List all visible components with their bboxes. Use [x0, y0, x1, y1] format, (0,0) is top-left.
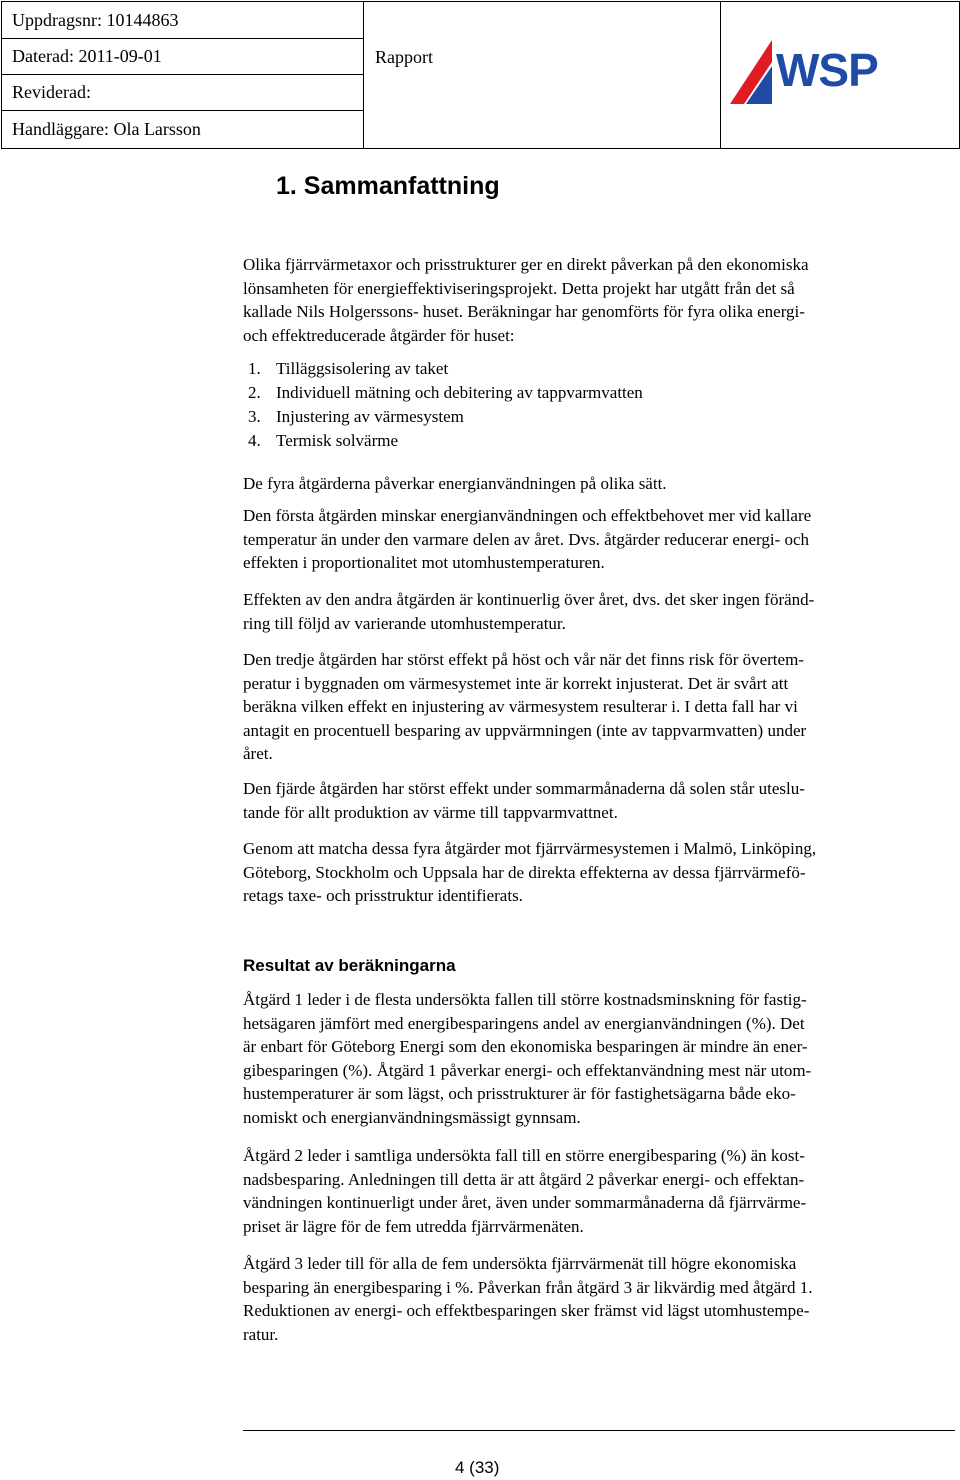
- paragraph: [243, 504, 955, 575]
- report-header: [1, 1, 960, 149]
- list-label: Tilläggsisolering av taket: [276, 359, 449, 378]
- assignment-number: Uppdragsnr: 10144863: [12, 10, 179, 30]
- text-line: Åtgärd 2 leder i samtliga undersökta fall till en större energibesparing (%) än kost-: [243, 1146, 805, 1165]
- intro-paragraph: [243, 253, 955, 347]
- text-line: gibesparingen (%). Åtgärd 1 påverkar energi- och effektanvändning mest när utom-: [243, 1060, 812, 1080]
- header-row-divider: [2, 74, 363, 75]
- list-number: 4.: [248, 431, 261, 450]
- document-type: Rapport: [375, 47, 433, 67]
- list-label: Individuell mätning och debitering av tappvarmvatten: [276, 383, 643, 402]
- text-line: kallade Nils Holgerssons- huset. Beräkningar har genomförts för fyra olika energi-: [243, 302, 805, 321]
- header-divider: [363, 2, 364, 148]
- text-line: är enbart för Göteborg Energi som den ekonomiska besparingen är mindre än ener-: [243, 1037, 808, 1056]
- text-line: Göteborg, Stockholm och Uppsala har de direkta effekterna av dessa fjärrvärmefö-: [243, 862, 806, 882]
- paragraph: [243, 988, 955, 1129]
- text-line: Effekten av den andra åtgärden är kontinuerlig över året, dvs. det sker ingen föränd-: [243, 590, 815, 609]
- section-title: 1. Sammanfattning: [276, 172, 500, 200]
- header-row-divider: [2, 38, 363, 39]
- text-line: hustemperaturer är som lägst, och prisstrukturer är för fastighetsägarna både eko-: [243, 1084, 796, 1103]
- text-line: Den tredje åtgärden har störst effekt på höst och vår när det finns risk för övertem-: [243, 650, 804, 669]
- text-line: hetsägaren jämfört med energibesparingens andel av energianvändningen (%). Det: [243, 1013, 805, 1033]
- text-line: Olika fjärrvärmetaxor och prisstrukturer ger en direkt påverkan på den ekonomiska: [243, 255, 809, 274]
- paragraph: [243, 648, 955, 766]
- page-number: 4 (33): [455, 1458, 500, 1477]
- text-line: besparing än energibesparing i %. Påverkan från åtgärd 3 är likvärdig med åtgärd 1.: [243, 1277, 813, 1297]
- paragraph: [243, 588, 955, 635]
- text-line: lönsamheten för energieffektiviseringsprojekt. Detta projekt har utgått från det så: [243, 278, 795, 298]
- text-line: Genom att matcha dessa fyra åtgärder mot fjärrvärmesystemen i Malmö, Linköping,: [243, 839, 817, 858]
- text-line: retags taxe- och prisstruktur identifierats.: [243, 886, 523, 905]
- text-line: priset är lägre för de fem utredda fjärrvärmenäten.: [243, 1216, 584, 1236]
- list-item: [248, 429, 643, 453]
- text-line: Den fjärde åtgärden har störst effekt under sommarmånaderna då solen står uteslu-: [243, 779, 805, 798]
- text-line: och effektreducerade åtgärder för huset:: [243, 325, 515, 345]
- text-line: Reduktionen av energi- och effektbesparingen sker främst vid lägst utomhustempe-: [243, 1301, 810, 1320]
- footer-rule: [243, 1430, 955, 1431]
- list-label: Termisk solvärme: [276, 431, 399, 450]
- paragraph: [243, 1252, 955, 1346]
- list-item: [248, 357, 643, 381]
- list-label: Injustering av värmesystem: [276, 407, 464, 426]
- measures-list: [248, 357, 643, 453]
- text-line: nadsbesparing. Anledningen till detta är att åtgärd 2 påverkar energi- och effektan-: [243, 1169, 805, 1189]
- text-line: ratur.: [243, 1324, 279, 1344]
- text-line: antagit en procentuell besparing av uppvärmningen (inte av tappvarmvatten) under: [243, 720, 807, 740]
- text-line: Åtgärd 3 leder till för alla de fem undersökta fjärrvärmenät till högre ekonomiska: [243, 1254, 797, 1273]
- text-line: nomiskt och energianvändningsmässigt gynnsam.: [243, 1107, 581, 1127]
- list-number: 2.: [248, 383, 261, 402]
- text-line: effekten i proportionalitet mot utomhustemperaturen.: [243, 553, 605, 572]
- text-line: ring till följd av varierande utomhustemperatur.: [243, 613, 566, 633]
- handler-field: Handläggare: Ola Larsson: [12, 119, 201, 139]
- paragraph: [243, 472, 955, 496]
- list-item: [248, 381, 643, 405]
- results-heading: Resultat av beräkningarna: [243, 956, 456, 975]
- paragraph: [243, 1144, 955, 1238]
- list-item: [248, 405, 643, 429]
- text-line: Åtgärd 1 leder i de flesta undersökta fallen till större kostnadsminskning för fastig-: [243, 990, 807, 1009]
- text-line: temperatur än under den varmare delen av året. Dvs. åtgärder reducerar energi- och: [243, 529, 810, 549]
- date-field: Daterad: 2011-09-01: [12, 46, 162, 66]
- list-number: 1.: [248, 359, 261, 378]
- text-line: peratur i byggnaden om värmesystemet inte är korrekt injusterat. Det är svårt att: [243, 673, 789, 693]
- header-row-divider: [2, 110, 363, 111]
- text-line: tande för allt produktion av värme till tappvarmvattnet.: [243, 802, 618, 822]
- header-divider: [720, 2, 721, 148]
- wsp-logo: [728, 38, 918, 108]
- logo-text: WSP: [776, 44, 878, 96]
- text-line: beräkna vilken effekt en injustering av värmesystem resulterar i. I detta fall har vi: [243, 697, 798, 716]
- text-line: Den första åtgärden minskar energianvändningen och effektbehovet mer vid kallare: [243, 506, 812, 525]
- revised-field: Reviderad:: [12, 82, 91, 102]
- text-line: De fyra åtgärderna påverkar energianvändningen på olika sätt.: [243, 474, 667, 493]
- list-number: 3.: [248, 407, 261, 426]
- text-line: året.: [243, 744, 273, 763]
- paragraph: [243, 837, 955, 908]
- paragraph: [243, 777, 955, 824]
- text-line: vändningen kontinuerligt under året, även under sommarmånaderna då fjärrvärme-: [243, 1193, 807, 1212]
